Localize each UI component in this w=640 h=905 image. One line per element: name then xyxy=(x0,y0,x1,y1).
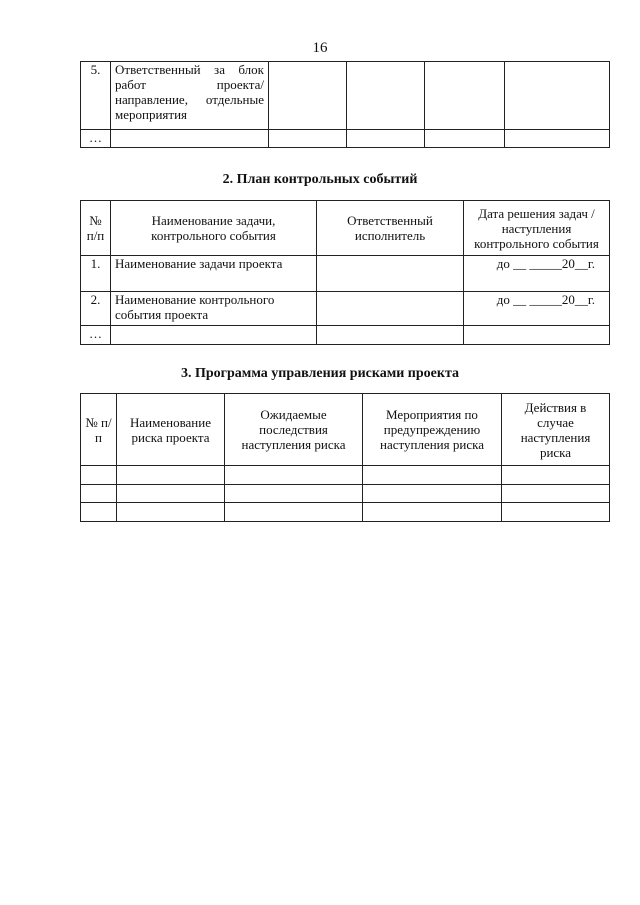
table-row xyxy=(81,326,610,345)
header-actions: Действия в случае наступления риска xyxy=(502,394,610,466)
empty-cell xyxy=(363,485,502,503)
section-title: 3. Программа управления рисками проекта xyxy=(180,366,459,381)
empty-cell xyxy=(269,130,347,148)
table-row xyxy=(81,292,610,326)
responsibility-table xyxy=(80,61,610,148)
row-date xyxy=(464,326,610,345)
row-text: Ответственный за блок работ проекта/ направление, отдельные мероприятия xyxy=(111,62,269,130)
empty-cell xyxy=(225,466,363,485)
empty-cell xyxy=(347,130,425,148)
row-number: 1. xyxy=(81,256,111,292)
empty-cell xyxy=(425,62,505,130)
table-row xyxy=(81,130,610,148)
empty-cell xyxy=(317,326,464,345)
empty-cell xyxy=(225,503,363,522)
row-number: 5. xyxy=(81,62,111,130)
row-number: … xyxy=(81,326,111,345)
table-row xyxy=(81,256,610,292)
table-row xyxy=(81,485,610,503)
empty-cell xyxy=(425,130,505,148)
empty-cell xyxy=(505,62,610,130)
empty-cell xyxy=(81,485,117,503)
row-number: … xyxy=(81,130,111,148)
empty-cell xyxy=(117,466,225,485)
risk-management-table xyxy=(80,393,610,522)
page-number: 16 xyxy=(312,40,328,56)
empty-cell xyxy=(363,503,502,522)
empty-cell xyxy=(347,62,425,130)
header-num: № п/п xyxy=(81,394,117,466)
header-risk: Наименование риска проекта xyxy=(117,394,225,466)
empty-cell xyxy=(505,130,610,148)
header-date: Дата решения задач / наступления контрольного события xyxy=(464,201,610,256)
header-consequences: Ожидаемые последствия наступления риска xyxy=(225,394,363,466)
header-task: Наименование задачи, контрольного события xyxy=(111,201,317,256)
empty-cell xyxy=(502,466,610,485)
row-name xyxy=(111,326,317,345)
row-number: 2. xyxy=(81,292,111,326)
row-date: до __ _____20__г. xyxy=(464,292,610,326)
table-row xyxy=(81,503,610,522)
empty-cell xyxy=(117,503,225,522)
header-responsible: Ответственный исполнитель xyxy=(317,201,464,256)
empty-cell xyxy=(81,503,117,522)
row-text xyxy=(111,130,269,148)
row-name: Наименование задачи проекта xyxy=(111,256,317,292)
table-row xyxy=(81,466,610,485)
table-header-row xyxy=(81,394,610,466)
empty-cell xyxy=(502,485,610,503)
table-header-row xyxy=(81,201,610,256)
empty-cell xyxy=(363,466,502,485)
empty-cell xyxy=(502,503,610,522)
row-name: Наименование контрольного события проекта xyxy=(111,292,317,326)
row-date: до __ _____20__г. xyxy=(464,256,610,292)
empty-cell xyxy=(81,466,117,485)
control-events-table xyxy=(80,200,610,345)
section-title: 2. План контрольных событий xyxy=(222,172,418,187)
empty-cell xyxy=(117,485,225,503)
table-row xyxy=(81,62,610,130)
empty-cell xyxy=(317,292,464,326)
empty-cell xyxy=(317,256,464,292)
header-prevention: Мероприятия по предупреждению наступления риска xyxy=(363,394,502,466)
header-num: № п/п xyxy=(81,201,111,256)
empty-cell xyxy=(225,485,363,503)
empty-cell xyxy=(269,62,347,130)
